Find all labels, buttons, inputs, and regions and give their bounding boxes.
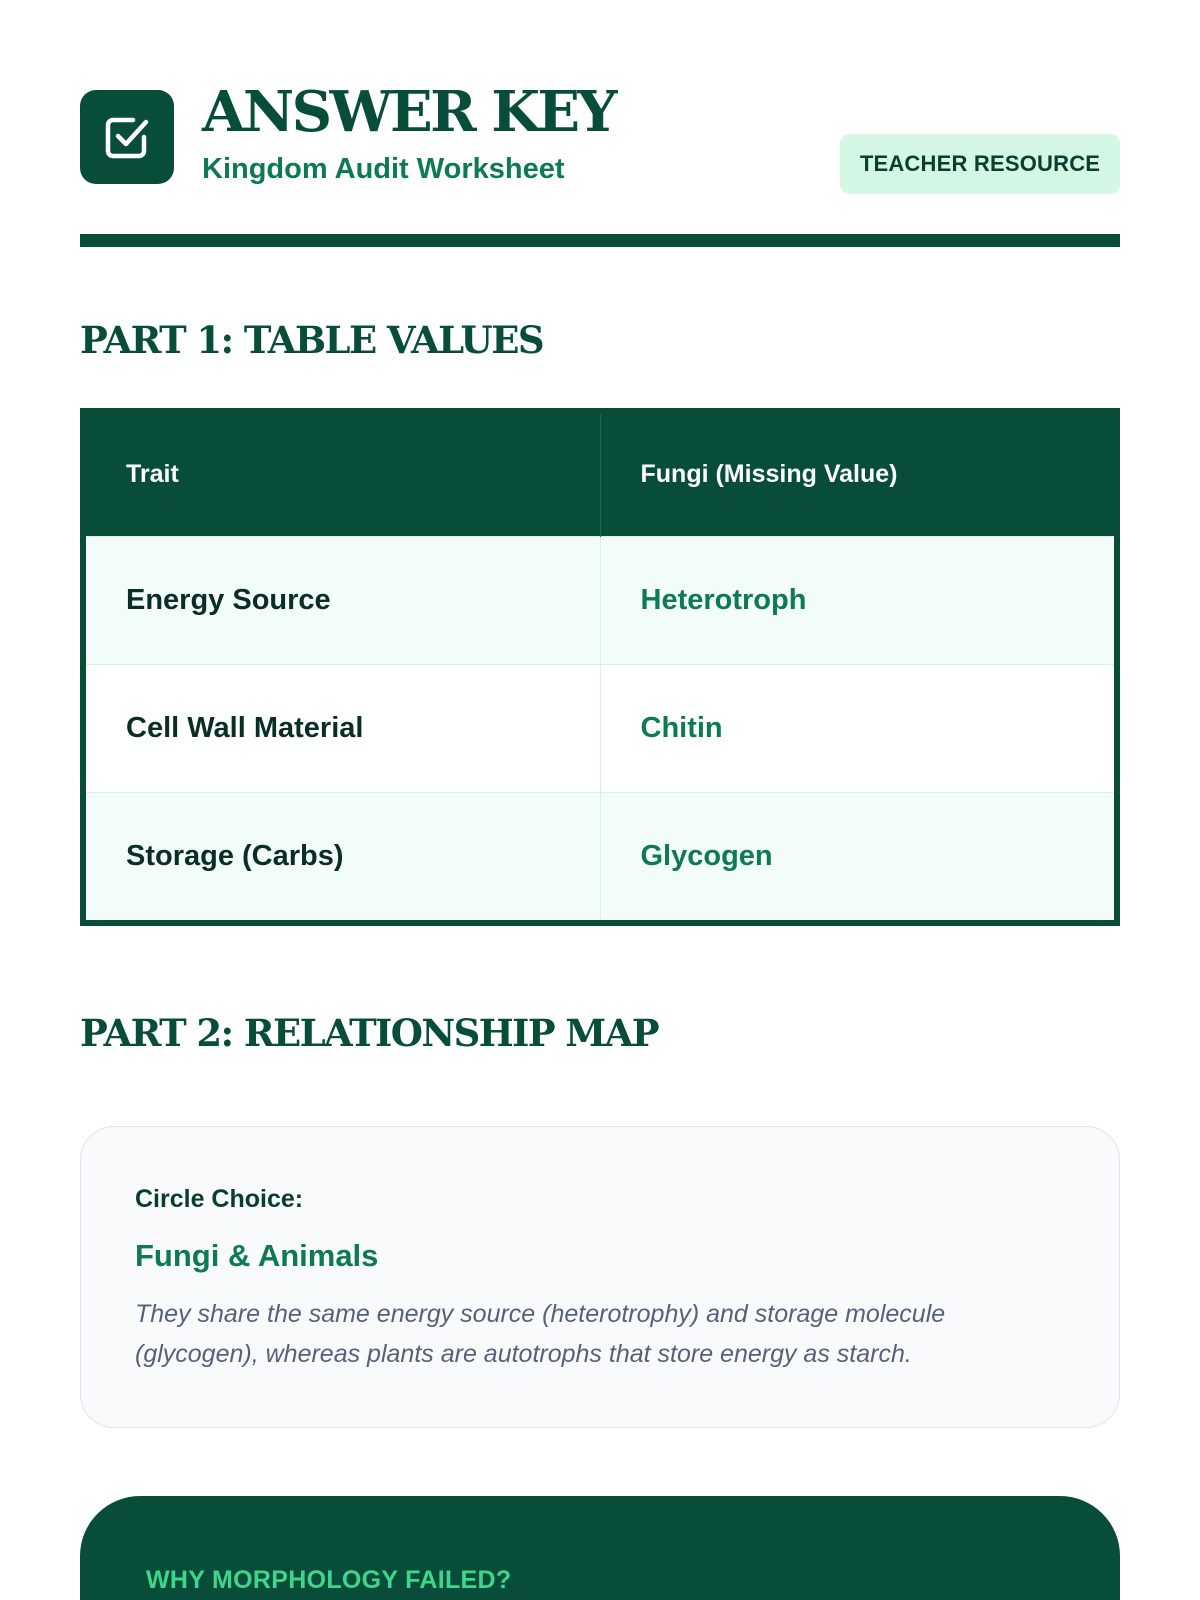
table-row bbox=[86, 536, 1114, 664]
relationship-explanation: They share the same energy source (heterotrophy) and storage molecule (glycogen), whereas plants are autotrophs that store energy as starch. bbox=[135, 1300, 946, 1368]
morphology-panel-label: WHY MORPHOLOGY FAILED? bbox=[146, 1566, 512, 1594]
page-subtitle: Kingdom Audit Worksheet bbox=[202, 153, 565, 185]
circle-choice-label: Circle Choice: bbox=[135, 1185, 304, 1213]
trait-cell: Storage (Carbs) bbox=[86, 792, 600, 920]
header bbox=[80, 0, 1120, 246]
value-cell: Glycogen bbox=[600, 792, 1114, 920]
relationship-card bbox=[80, 1126, 1120, 1428]
value-cell: Chitin bbox=[600, 664, 1114, 792]
table-row bbox=[86, 664, 1114, 792]
trait-cell: Cell Wall Material bbox=[86, 664, 600, 792]
trait-cell: Energy Source bbox=[86, 536, 600, 664]
part2-heading: PART 2: RELATIONSHIP MAP bbox=[80, 1011, 658, 1055]
table-header-row bbox=[86, 414, 1114, 536]
teacher-resource-badge: TEACHER RESOURCE bbox=[840, 134, 1120, 194]
circle-choice-answer: Fungi & Animals bbox=[135, 1238, 379, 1273]
page-title: ANSWER KEY bbox=[202, 79, 616, 145]
column-header-fungi: Fungi (Missing Value) bbox=[600, 414, 1114, 536]
table-row bbox=[86, 792, 1114, 920]
checkbox-icon bbox=[80, 90, 174, 184]
part1-heading: PART 1: TABLE VALUES bbox=[80, 318, 543, 362]
column-header-trait: Trait bbox=[86, 414, 600, 536]
morphology-panel bbox=[80, 1496, 1120, 1600]
value-cell: Heterotroph bbox=[600, 536, 1114, 664]
trait-table bbox=[80, 408, 1120, 926]
header-divider bbox=[80, 234, 1120, 247]
